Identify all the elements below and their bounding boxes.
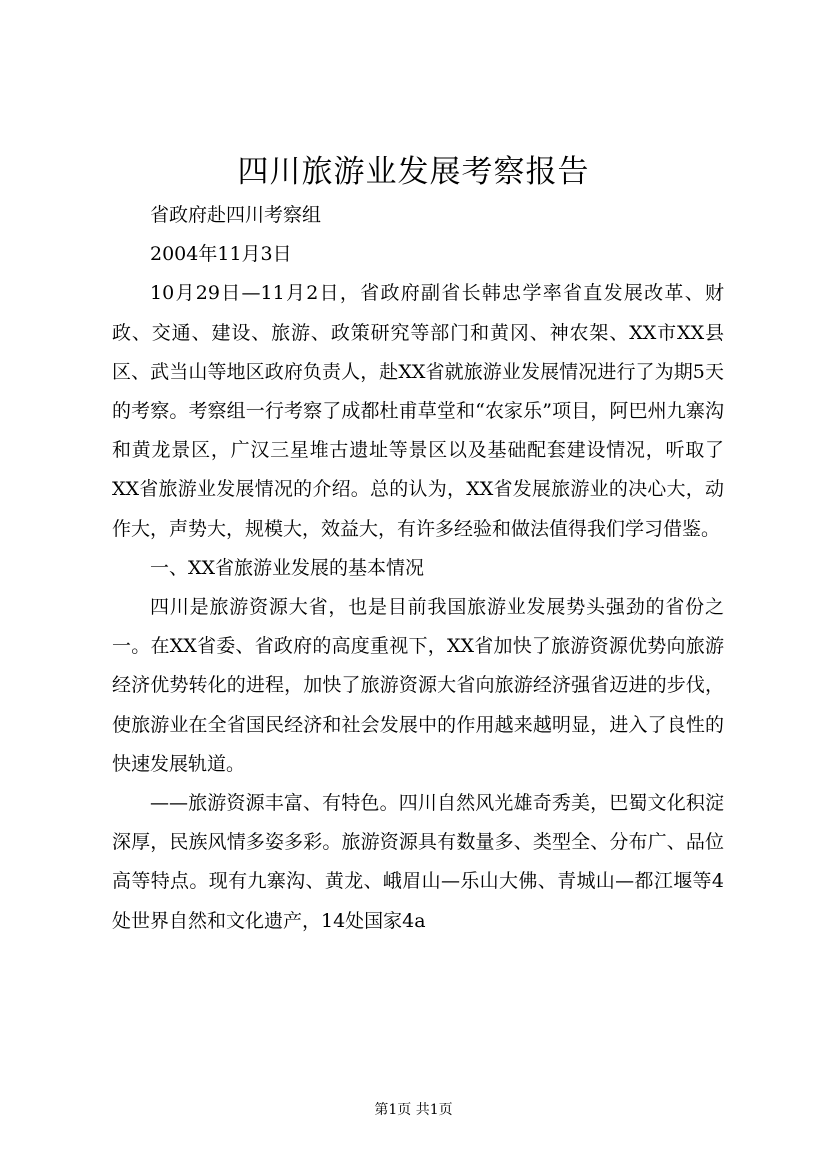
date-line: 2004年11月3日 <box>150 243 292 266</box>
section-heading: 一、XX省旅游业发展的基本情况 <box>150 556 425 579</box>
paragraph-overview: 四川是旅游资源大省，也是目前我国旅游业发展势头强劲的省份之一。在XX省委、省政府的高度重视下，XX省加快了旅游资源优势向旅游经济优势转化的进程，加快了旅游资源大省向旅游经济强省迈进的步伐，使旅游业在全省国民经济和社会发展中的作用越来越明显，进入了良性的快速发展轨道。 <box>112 596 724 775</box>
page-footer: 第1页 共1页 <box>374 1102 453 1118</box>
paragraph-resources: ——旅游资源丰富、有特色。四川自然风光雄奇秀美，巴蜀文化积淀深厚，民族风情多姿多彩。旅游资源具有数量多、类型全、分布广、品位高等特点。现有九寨沟、黄龙、峨眉山—乐山大佛、青城山—都江堰等4处世界自然和文化遗产，14处国家4a <box>112 792 724 932</box>
author-line: 省政府赴四川考察组 <box>150 204 322 226</box>
document-title: 四川旅游业发展考察报告 <box>237 154 590 190</box>
paragraph-intro: 10月29日—11月2日，省政府副省长韩忠学率省直发展改革、财政、交通、建设、旅游、政策研究等部门和黄冈、神农架、XX市XX县区、武当山等地区政府负责人，赴XX省就旅游业发展情况进行了为期5天的考察。考察组一行考察了成都杜甫草堂和“农家乐”项目，阿巴州九寨沟和黄龙景区，广汉三星堆古遗址等景区以及基础配套建设情况，听取了XX省旅游业发展情况的介绍。总的认为，XX省发展旅游业的决心大，动作大，声势大，规模大，效益大，有许多经验和做法值得我们学习借鉴。 <box>112 282 724 540</box>
document-body <box>112 196 724 941</box>
